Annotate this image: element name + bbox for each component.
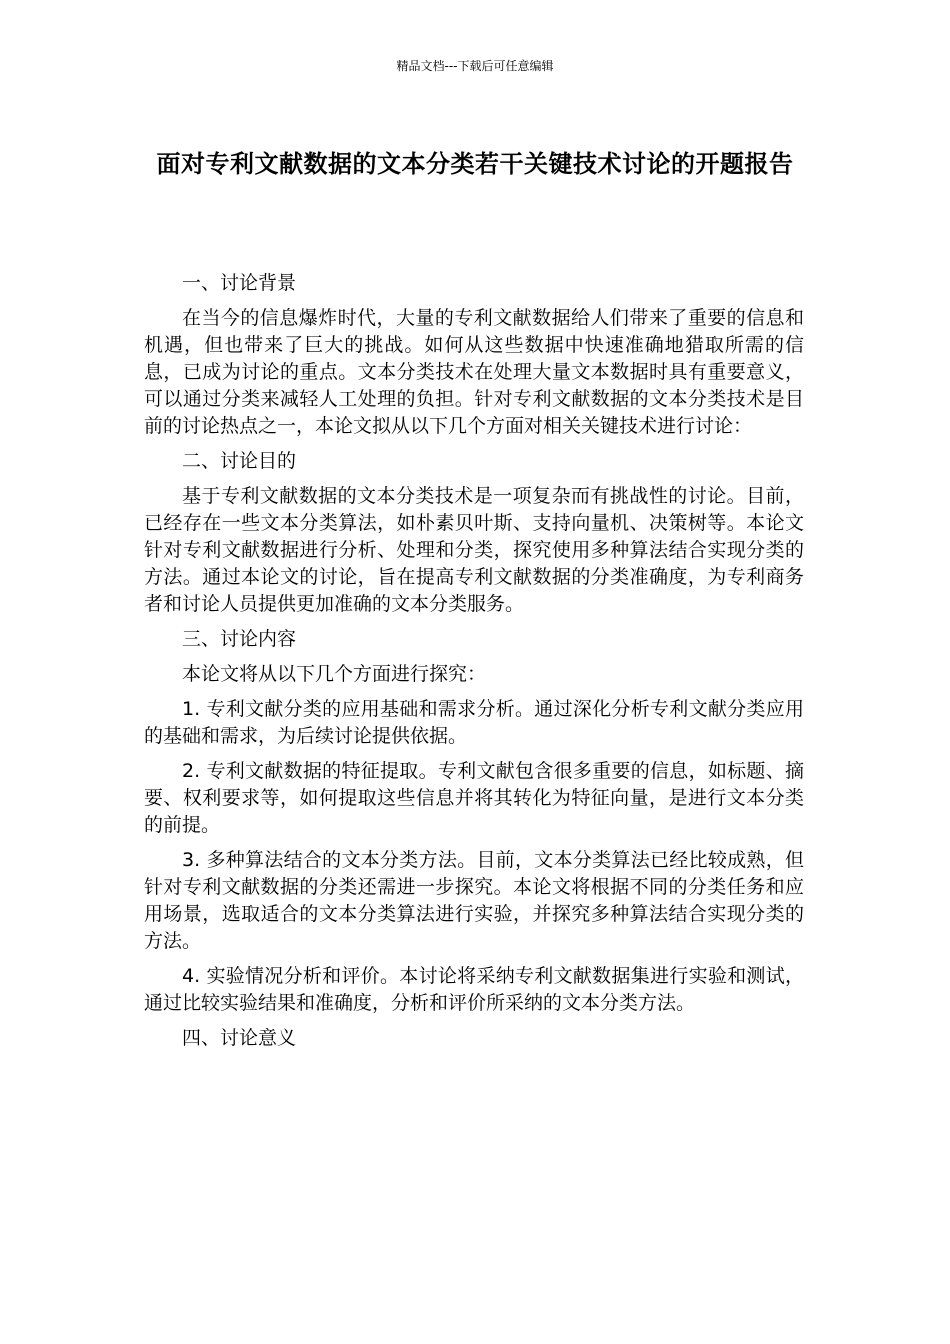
document-body [144, 270, 804, 1060]
page-header: 精品文档---下载后可任意编辑 [396, 59, 554, 73]
background-paragraph: 在当今的信息爆炸时代，大量的专利文献数据给人们带来了重要的信息和机遇，但也带来了巨大的挑战。如何从这些数据中快速准确地猎取所需的信息，已成为讨论的重点。文本分类技术在处理大量文本数据时具有重要意义，可以通过分类来减轻人工处理的负担。针对专利文献数据的文本分类技术是目前的讨论热点之一，本论文拟从以下几个方面对相关关键技术进行讨论： [144, 307, 804, 437]
section-heading-content: 三、讨论内容 [182, 628, 297, 650]
content-intro-paragraph: 本论文将从以下几个方面进行探究： [182, 663, 487, 685]
document-title: 面对专利文献数据的文本分类若干关键技术讨论的开题报告 [156, 150, 794, 178]
content-item-3: 3. 多种算法结合的文本分类方法。目前，文本分类算法已经比较成熟，但针对专利文献数据的分类还需进一步探究。本论文将根据不同的分类任务和应用场景，选取适合的文本分类算法进行实验，并探究多种算法结合实现分类的方法。 [144, 849, 804, 952]
section-heading-significance: 四、讨论意义 [182, 1027, 297, 1049]
purpose-paragraph: 基于专利文献数据的文本分类技术是一项复杂而有挑战性的讨论。目前，已经存在一些文本分类算法，如朴素贝叶斯、支持向量机、决策树等。本论文针对专利文献数据进行分析、处理和分类，探究使用多种算法结合实现分类的方法。通过本论文的讨论，旨在提高专利文献数据的分类准确度，为专利商务者和讨论人员提供更加准确的文本分类服务。 [144, 485, 804, 615]
content-item-1: 1. 专利文献分类的应用基础和需求分析。通过深化分析专利文献分类应用的基础和需求，为后续讨论提供依据。 [144, 698, 804, 747]
content-item-4: 4. 实验情况分析和评价。本讨论将采纳专利文献数据集进行实验和测试，通过比较实验结果和准确度，分析和评价所采纳的文本分类方法。 [144, 965, 804, 1014]
content-item-2: 2. 专利文献数据的特征提取。专利文献包含很多重要的信息，如标题、摘要、权利要求等，如何提取这些信息并将其转化为特征向量，是进行文本分类的前提。 [144, 760, 804, 836]
section-heading-background: 一、讨论背景 [182, 272, 297, 294]
section-heading-purpose: 二、讨论目的 [182, 450, 297, 472]
